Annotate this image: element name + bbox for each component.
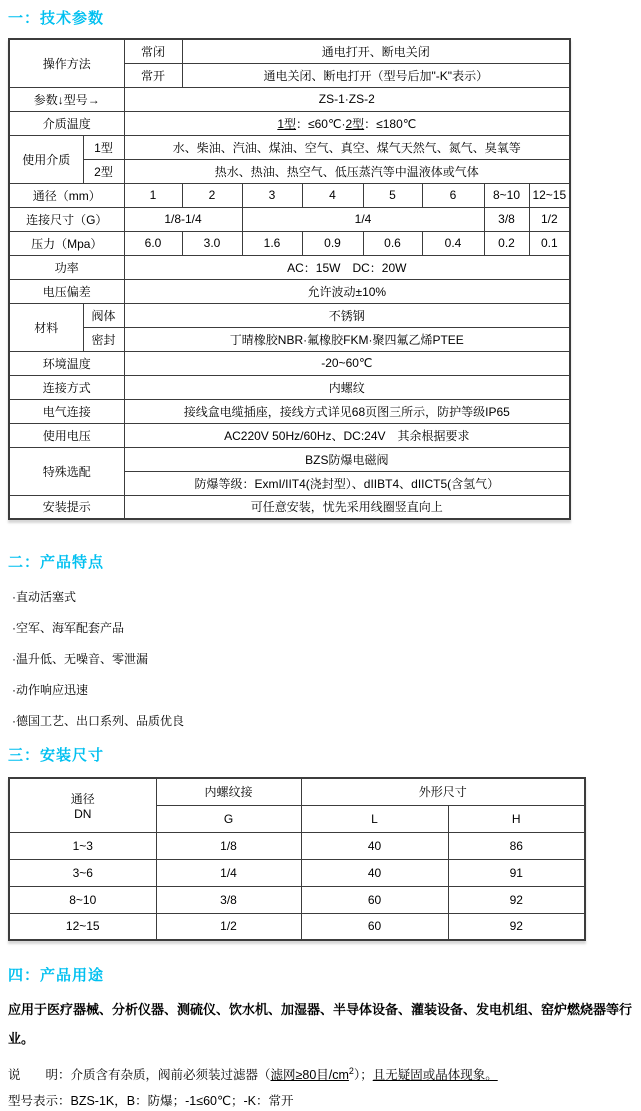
table-row bbox=[9, 832, 585, 859]
conn-size-value: 1/4 bbox=[242, 207, 484, 231]
section-heading-install-dims: 三：安装尺寸 bbox=[8, 747, 105, 764]
medium-type1-label: 1型 bbox=[83, 135, 124, 159]
table-row bbox=[9, 39, 570, 63]
table-row bbox=[9, 207, 570, 231]
table-row bbox=[9, 231, 570, 255]
param-model-value: ZS-1·ZS-2 bbox=[124, 87, 570, 111]
pressure-value: 0.2 bbox=[484, 231, 529, 255]
diameter-label: 通径（mm） bbox=[9, 183, 124, 207]
header-thread-g: G bbox=[156, 805, 301, 832]
diameter-value: 5 bbox=[363, 183, 422, 207]
table-row bbox=[9, 913, 585, 940]
diameter-value: 4 bbox=[302, 183, 363, 207]
feature-item: ·温升低、无噪音、零泄漏 bbox=[12, 652, 148, 666]
section-heading-tech-params: 一：技术参数 bbox=[8, 10, 105, 27]
diameter-value: 6 bbox=[422, 183, 484, 207]
diameter-value: 3 bbox=[242, 183, 302, 207]
note-condition: 且无疑固或晶体现象。 bbox=[372, 1068, 498, 1083]
install-tip-label: 安装提示 bbox=[9, 495, 124, 519]
special-option-value1: BZS防爆电磁阀 bbox=[124, 447, 570, 471]
pressure-value: 3.0 bbox=[182, 231, 242, 255]
electrical-conn-label: 电气连接 bbox=[9, 399, 124, 423]
header-dn-line2: DN bbox=[74, 806, 92, 821]
medium-type1-value: 水、柴油、汽油、煤油、空气、真空、煤气天然气、氮气、臭氧等 bbox=[124, 135, 570, 159]
media-temp-label: 介质温度 bbox=[9, 111, 124, 135]
op-method-label: 操作方法 bbox=[9, 39, 124, 87]
feature-item: ·直动活塞式 bbox=[12, 590, 76, 604]
table-row bbox=[9, 255, 570, 279]
header-thread: 内螺纹接 bbox=[156, 778, 301, 805]
media-temp-type2: 2型 bbox=[345, 116, 365, 131]
media-temp-val2: ：≤180℃ bbox=[364, 116, 417, 131]
tech-params-table bbox=[8, 38, 571, 520]
table-row bbox=[9, 351, 570, 375]
conn-size-value: 1/2 bbox=[529, 207, 570, 231]
diameter-value: 1 bbox=[124, 183, 182, 207]
seal-label: 密封 bbox=[83, 327, 124, 351]
diameter-value: 12~15 bbox=[529, 183, 570, 207]
feature-list bbox=[8, 582, 633, 737]
dims-dn: 8~10 bbox=[9, 886, 156, 913]
table-row bbox=[9, 87, 570, 111]
dims-g: 3/8 bbox=[156, 886, 301, 913]
table-row bbox=[9, 303, 570, 327]
table-row bbox=[9, 447, 570, 471]
note-superscript: 2 bbox=[348, 1066, 354, 1076]
header-dn bbox=[9, 778, 156, 832]
electrical-conn-value: 接线盒电缆插座，接线方式详见68页图三所示，防护等级IP65 bbox=[124, 399, 570, 423]
special-option-label: 特殊选配 bbox=[9, 447, 124, 495]
material-label: 材料 bbox=[9, 303, 83, 351]
medium-type2-label: 2型 bbox=[83, 159, 124, 183]
table-row bbox=[9, 159, 570, 183]
conn-type-value: 内螺纹 bbox=[124, 375, 570, 399]
note-text: 说 明：介质含有杂质，阀前必须装过滤器（ bbox=[8, 1068, 271, 1083]
power-label: 功率 bbox=[9, 255, 124, 279]
dims-l: 40 bbox=[301, 859, 448, 886]
env-temp-label: 环境温度 bbox=[9, 351, 124, 375]
note-filter-spec: 滤网≥80目/cm bbox=[270, 1068, 349, 1083]
table-row bbox=[9, 859, 585, 886]
medium-type2-value: 热水、热油、热空气、低压蒸汽等中温液体或气体 bbox=[124, 159, 570, 183]
header-dim-h: H bbox=[448, 805, 585, 832]
pressure-value: 0.6 bbox=[363, 231, 422, 255]
dims-l: 60 bbox=[301, 886, 448, 913]
dims-g: 1/4 bbox=[156, 859, 301, 886]
note-text: ）； bbox=[353, 1068, 373, 1083]
medium-label: 使用介质 bbox=[9, 135, 83, 183]
special-option-value2: 防爆等级：ExmI/IIT4(浇封型）、dIIBT4、dIICT5(含氢气） bbox=[124, 471, 570, 495]
header-dimensions: 外形尺寸 bbox=[301, 778, 585, 805]
media-temp-type1: 1型 bbox=[277, 116, 297, 131]
pressure-label: 压力（Mpa） bbox=[9, 231, 124, 255]
dims-h: 86 bbox=[448, 832, 585, 859]
header-dim-l: L bbox=[301, 805, 448, 832]
media-temp-val1: ：≤60℃· bbox=[296, 116, 346, 131]
install-tip-value: 可任意安装，忧先采用线圈竖直向上 bbox=[124, 495, 570, 519]
working-voltage-label: 使用电压 bbox=[9, 423, 124, 447]
section-heading-applications: 四：产品用途 bbox=[8, 967, 105, 984]
feature-item: ·空军、海军配套产品 bbox=[12, 621, 124, 635]
voltage-deviation-value: 允许波动±10% bbox=[124, 279, 570, 303]
dims-dn: 12~15 bbox=[9, 913, 156, 940]
table-row bbox=[9, 778, 585, 805]
pressure-value: 0.4 bbox=[422, 231, 484, 255]
op-no-value: 通电关闭、断电打开（型号后加"-K"表示） bbox=[182, 63, 570, 87]
dims-h: 91 bbox=[448, 859, 585, 886]
table-row bbox=[9, 135, 570, 159]
param-model-label: 参数↓型号→ bbox=[9, 87, 124, 111]
feature-item: ·德国工艺、出口系列、品质优良 bbox=[12, 714, 184, 728]
conn-size-value: 1/8-1/4 bbox=[124, 207, 242, 231]
table-row bbox=[9, 495, 570, 519]
table-row bbox=[9, 111, 570, 135]
applications-paragraph: 应用于医疗器械、分析仪器、测硫仪、饮水机、加湿器、半导体设备、灌装设备、发电机组、窑炉燃烧器等行业。 bbox=[8, 1002, 633, 1046]
dims-dn: 3~6 bbox=[9, 859, 156, 886]
op-nc-value: 通电打开、断电关闭 bbox=[182, 39, 570, 63]
op-no-label: 常开 bbox=[124, 63, 182, 87]
dims-l: 60 bbox=[301, 913, 448, 940]
install-dims-table bbox=[8, 777, 586, 941]
dims-g: 1/2 bbox=[156, 913, 301, 940]
valve-body-label: 阀体 bbox=[83, 303, 124, 327]
conn-size-label: 连接尺寸（G） bbox=[9, 207, 124, 231]
pressure-value: 6.0 bbox=[124, 231, 182, 255]
pressure-value: 0.9 bbox=[302, 231, 363, 255]
table-row bbox=[9, 279, 570, 303]
section-heading-features: 二：产品特点 bbox=[8, 554, 105, 571]
model-designation-line: 型号表示：BZS-1K，B：防爆；-1≤60℃；-K：常开 bbox=[8, 1094, 294, 1109]
dims-h: 92 bbox=[448, 913, 585, 940]
table-row bbox=[9, 327, 570, 351]
working-voltage-value: AC220V 50Hz/60Hz、DC:24V 其余根据要求 bbox=[124, 423, 570, 447]
header-dn-line1: 通径 bbox=[70, 791, 95, 806]
pressure-value: 1.6 bbox=[242, 231, 302, 255]
table-row bbox=[9, 886, 585, 913]
dims-g: 1/8 bbox=[156, 832, 301, 859]
applications-note bbox=[8, 1061, 633, 1085]
dims-dn: 1~3 bbox=[9, 832, 156, 859]
dims-l: 40 bbox=[301, 832, 448, 859]
table-row bbox=[9, 423, 570, 447]
diameter-value: 8~10 bbox=[484, 183, 529, 207]
conn-type-label: 连接方式 bbox=[9, 375, 124, 399]
voltage-deviation-label: 电压偏差 bbox=[9, 279, 124, 303]
dims-h: 92 bbox=[448, 886, 585, 913]
media-temp-value bbox=[124, 111, 570, 135]
conn-size-value: 3/8 bbox=[484, 207, 529, 231]
pressure-value: 0.1 bbox=[529, 231, 570, 255]
table-row bbox=[9, 399, 570, 423]
op-nc-label: 常闭 bbox=[124, 39, 182, 63]
env-temp-value: -20~60℃ bbox=[124, 351, 570, 375]
seal-value: 丁晴橡胶NBR·氟橡胶FKM·聚四氟乙烯PTEE bbox=[124, 327, 570, 351]
diameter-value: 2 bbox=[182, 183, 242, 207]
feature-item: ·动作响应迅速 bbox=[12, 683, 88, 697]
valve-body-value: 不锈钢 bbox=[124, 303, 570, 327]
power-value: AC：15W DC：20W bbox=[124, 255, 570, 279]
table-row bbox=[9, 183, 570, 207]
table-row bbox=[9, 375, 570, 399]
